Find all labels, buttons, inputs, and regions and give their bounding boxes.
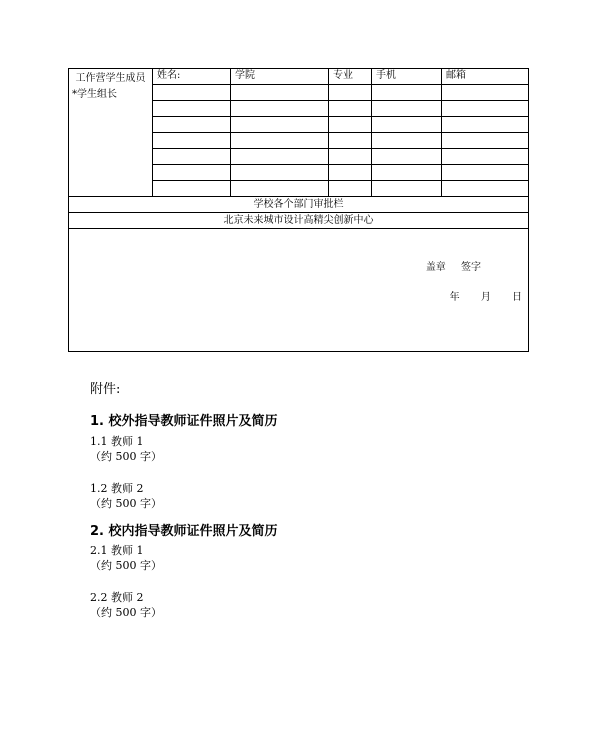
- member-name-cell[interactable]: [153, 117, 231, 133]
- member-major-cell[interactable]: [329, 165, 372, 181]
- member-phone-cell[interactable]: [372, 149, 442, 165]
- member-name-cell[interactable]: [153, 101, 231, 117]
- member-college-cell[interactable]: [231, 117, 329, 133]
- member-email-cell[interactable]: [442, 181, 529, 197]
- teacher-label: 2.1 教师 1: [90, 544, 144, 557]
- member-phone-cell[interactable]: [372, 101, 442, 117]
- member-header-row: [69, 69, 529, 85]
- member-name-cell[interactable]: [153, 133, 231, 149]
- approval-body-row: [69, 229, 529, 352]
- member-college-cell[interactable]: [231, 181, 329, 197]
- member-phone-cell[interactable]: [372, 165, 442, 181]
- header-name: 姓名:: [153, 69, 231, 85]
- member-phone-cell[interactable]: [372, 117, 442, 133]
- member-college-cell[interactable]: [231, 85, 329, 101]
- teacher-label: 1.1 教师 1: [90, 435, 144, 448]
- approval-title: 学校各个部门审批栏: [69, 197, 529, 213]
- member-college-cell[interactable]: [231, 165, 329, 181]
- student-members-label: [69, 69, 153, 197]
- section-heading-internal-teachers: 2. 校内指导教师证件照片及简历: [90, 524, 278, 539]
- member-major-cell[interactable]: [329, 85, 372, 101]
- member-name-cell[interactable]: [153, 149, 231, 165]
- member-email-cell[interactable]: [442, 165, 529, 181]
- member-email-cell[interactable]: [442, 85, 529, 101]
- member-email-cell[interactable]: [442, 101, 529, 117]
- department-name: 北京未来城市设计高精尖创新中心: [69, 213, 529, 229]
- word-count-note: （约 500 字）: [90, 497, 162, 510]
- department-row: [69, 213, 529, 229]
- member-phone-cell[interactable]: [372, 181, 442, 197]
- word-count-note: （约 500 字）: [90, 559, 162, 572]
- member-name-cell[interactable]: [153, 85, 231, 101]
- application-form-table: [68, 68, 529, 352]
- member-name-cell[interactable]: [153, 165, 231, 181]
- header-major: 专业: [329, 69, 372, 85]
- member-college-cell[interactable]: [231, 101, 329, 117]
- member-email-cell[interactable]: [442, 133, 529, 149]
- date-label: 年 月 日: [449, 292, 522, 303]
- student-leader-label: *学生组长: [72, 89, 117, 100]
- member-college-cell[interactable]: [231, 149, 329, 165]
- member-major-cell[interactable]: [329, 181, 372, 197]
- header-phone: 手机: [372, 69, 442, 85]
- teacher-label: 1.2 教师 2: [90, 482, 144, 495]
- header-email: 邮箱: [442, 69, 529, 85]
- member-college-cell[interactable]: [231, 133, 329, 149]
- member-name-cell[interactable]: [153, 181, 231, 197]
- member-phone-cell[interactable]: [372, 133, 442, 149]
- attachment-title: 附件:: [90, 382, 121, 397]
- teacher-label: 2.2 教师 2: [90, 591, 144, 604]
- word-count-note: （约 500 字）: [90, 450, 162, 463]
- header-college: 学院: [231, 69, 329, 85]
- seal-signature-label: 盖章 签字: [425, 262, 481, 273]
- member-major-cell[interactable]: [329, 149, 372, 165]
- member-major-cell[interactable]: [329, 117, 372, 133]
- approval-area: [69, 229, 529, 352]
- member-major-cell[interactable]: [329, 101, 372, 117]
- approval-title-row: [69, 197, 529, 213]
- word-count-note: （约 500 字）: [90, 606, 162, 619]
- member-email-cell[interactable]: [442, 149, 529, 165]
- member-major-cell[interactable]: [329, 133, 372, 149]
- student-members-title: 工作营学生成员: [75, 73, 146, 84]
- member-email-cell[interactable]: [442, 117, 529, 133]
- section-heading-external-teachers: 1. 校外指导教师证件照片及简历: [90, 414, 278, 429]
- member-phone-cell[interactable]: [372, 85, 442, 101]
